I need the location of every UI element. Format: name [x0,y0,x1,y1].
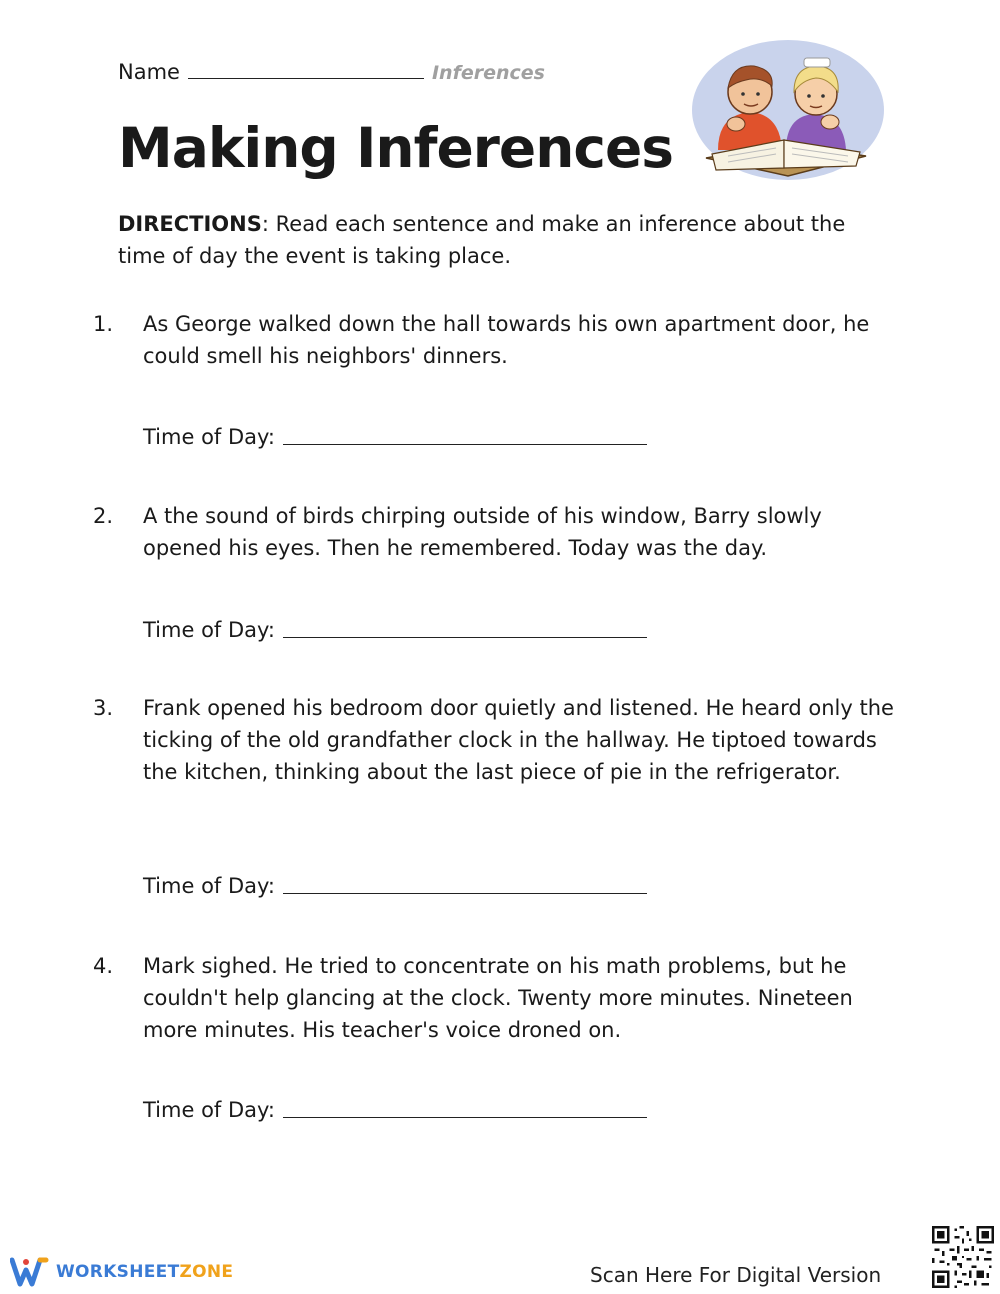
topic-label: Inferences [431,62,545,84]
question-2 [93,500,898,564]
question-text: As George walked down the hall towards his own apartment door, he could smell his neighbors' dinners. [143,312,870,368]
question-number: 4. [93,954,114,978]
answer-label: Time of Day: [143,874,275,898]
answer-1 [143,425,647,449]
question-text: Frank opened his bedroom door quietly and listened. He heard only the ticking of the old grandfather clock in the hallway. He tiptoed towards the kitchen, thinking about the last piece of pie in the refrigerator. [143,696,894,784]
answer-blank-line[interactable] [283,892,647,894]
question-3 [93,692,898,788]
name-blank-line [188,77,424,79]
answer-label: Time of Day: [143,425,275,449]
answer-3 [143,874,647,898]
answer-label: Time of Day: [143,618,275,642]
answer-blank-line[interactable] [283,636,647,638]
question-1 [93,308,898,372]
name-label: Name [118,60,180,84]
question-number: 1. [93,312,114,336]
question-text: A the sound of birds chirping outside of his window, Barry slowly opened his eyes. Then he remembered. Today was the day. [143,504,822,560]
logo-text [56,1262,233,1282]
logo-text-zone: ZONE [179,1262,234,1282]
worksheetzone-logo[interactable] [10,1256,233,1288]
question-number: 2. [93,504,114,528]
logo-text-worksheet: WORKSHEET [56,1262,180,1282]
qr-code-icon[interactable] [932,1226,994,1288]
directions-label: DIRECTIONS [118,212,262,236]
answer-4 [143,1098,647,1122]
question-text: Mark sighed. He tried to concentrate on his math problems, but he couldn't help glancing at the clock. Twenty more minutes. Nineteen more minutes. His teacher's voice droned on. [143,954,853,1042]
answer-blank-line[interactable] [283,443,647,445]
directions-body: : Read each sentence and make an inference about the time of day the event is taking place. [118,212,846,268]
answer-label: Time of Day: [143,1098,275,1122]
question-4 [93,950,898,1046]
directions-text [118,208,898,272]
name-row [118,60,545,84]
page-title: Making Inferences [118,116,674,180]
question-number: 3. [93,696,114,720]
answer-2 [143,618,647,642]
kids-reading-illustration [688,40,884,186]
logo-w-icon [10,1256,50,1288]
scan-caption: Scan Here For Digital Version [590,1263,882,1287]
answer-blank-line[interactable] [283,1116,647,1118]
